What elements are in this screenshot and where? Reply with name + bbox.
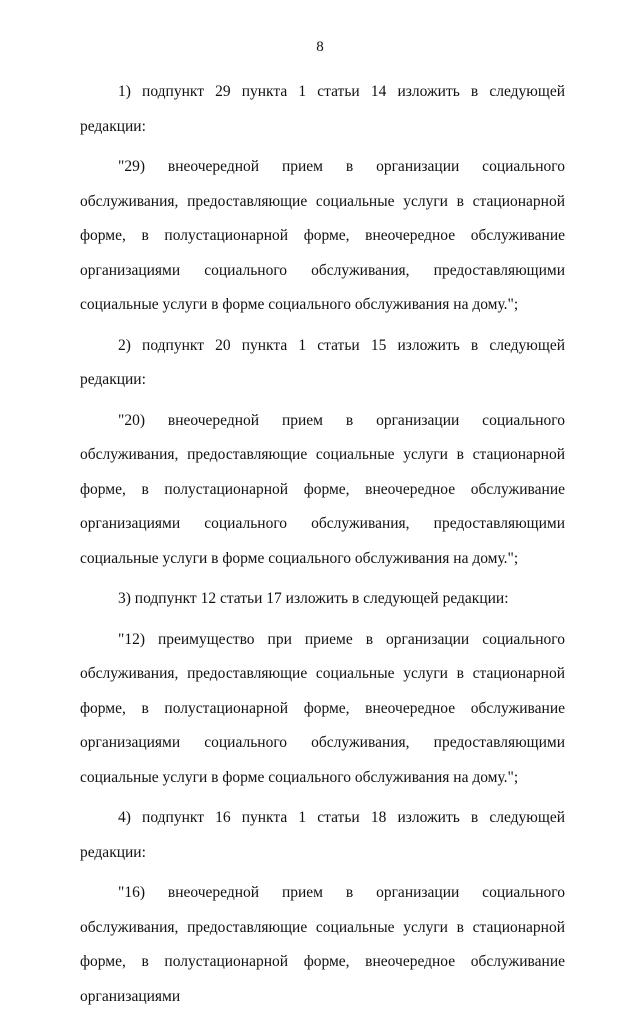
paragraph-amendment-4: 4) подпункт 16 пункта 1 статьи 18 изложить в следующей редакции: <box>80 809 565 861</box>
document-body <box>80 75 565 1020</box>
page-number: 8 <box>316 39 324 55</box>
paragraph-amendment-4-text: "16) внеочередной прием в организации социального обслуживания, предоставляющие социальные услуги в стационарной форме, в полустационарной форме, внеочередное обслуживание организациями <box>80 884 565 1005</box>
paragraph-amendment-1: 1) подпункт 29 пункта 1 статьи 14 изложить в следующей редакции: <box>80 83 565 135</box>
paragraph-amendment-1-text: "29) внеочередной прием в организации социального обслуживания, предоставляющие социальные услуги в стационарной форме, в полустационарной форме, внеочередное обслуживание организациями социального обслуживания, предоставляющими социальные услуги в форме социального обслуживания на дому."; <box>80 158 565 313</box>
paragraph-amendment-3-text: "12) преимущество при приеме в организации социального обслуживания, предоставляющие социальные услуги в стационарной форме, в полустационарной форме, внеочередное обслуживание организациями социального обслуживания, предоставляющими социальные услуги в форме социального обслуживания на дому."; <box>80 630 565 786</box>
paragraph-amendment-3: 3) подпункт 12 статьи 17 изложить в следующей редакции: <box>118 590 509 607</box>
paragraph-amendment-2-text: "20) внеочередной прием в организации социального обслуживания, предоставляющие социальные услуги в стационарной форме, в полустационарной форме, внеочередное обслуживание организациями социального обслуживания, предоставляющими социальные услуги в форме социального обслуживания на дому."; <box>80 411 565 567</box>
paragraph-amendment-2: 2) подпункт 20 пункта 1 статьи 15 изложить в следующей редакции: <box>80 336 565 388</box>
